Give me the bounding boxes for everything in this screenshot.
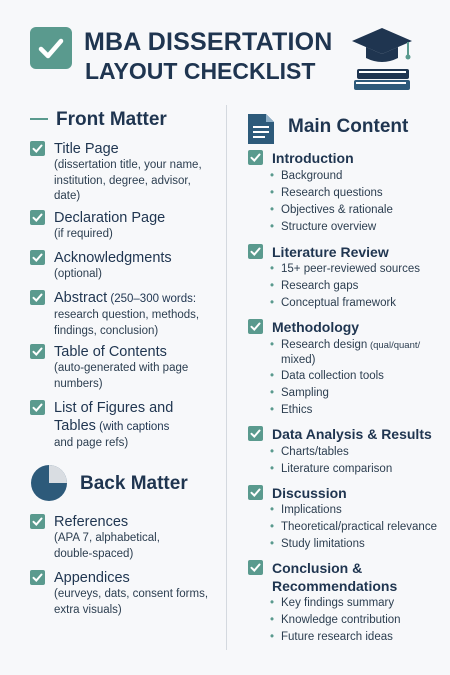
item-title: Abstract (54, 290, 108, 306)
checkbox-icon (30, 290, 45, 305)
checkmark-logo-icon (30, 27, 72, 69)
checklist-item (30, 249, 172, 283)
item-desc: (eurveys, dats, consent forms, (54, 588, 209, 600)
item-desc: (optional) (54, 268, 102, 280)
header (0, 0, 450, 100)
checkbox-icon (30, 344, 45, 359)
list-item: • Structure overview (281, 220, 376, 235)
checkbox-icon (30, 400, 45, 415)
checklist-item (248, 243, 389, 261)
item-desc: research question, methods, (54, 309, 200, 321)
list-item: • Background (281, 169, 342, 184)
item-title: Introduction (272, 150, 354, 166)
checklist-item (248, 484, 347, 502)
list-item: • Theoretical/practical relevance (281, 520, 437, 535)
item-title: Tables (54, 418, 96, 434)
item-title: Title Page (54, 141, 119, 157)
item-desc: (auto-generated with page (54, 362, 189, 374)
checklist-item (248, 318, 359, 336)
list-item-text: Research design (281, 339, 368, 351)
list-item: • Ethics (281, 403, 312, 418)
list-item (281, 338, 420, 353)
item-desc: and page refs) (54, 437, 129, 449)
list-item: • Sampling (281, 386, 329, 401)
title-line-1: MBA DISSERTATION (84, 28, 333, 56)
item-title: Conclusion & (272, 560, 363, 576)
item-desc: double-spaced) (54, 547, 134, 560)
item-title: Discussion (272, 485, 347, 501)
item-desc: institution, degree, advisor, (54, 174, 191, 187)
checklist-item (248, 425, 432, 443)
item-title: Table of Contents (54, 344, 167, 360)
checklist-item (248, 149, 354, 167)
item-desc: (dissertation title, your name, (54, 159, 202, 171)
checkbox-icon (30, 570, 45, 585)
list-item: • Key findings summary (281, 596, 394, 611)
checkbox-icon (248, 150, 263, 165)
item-desc: date) (54, 190, 81, 202)
item-desc: (250–300 words: (107, 293, 197, 305)
list-item: • Objectives & rationale (281, 203, 393, 218)
list-item: • Data collection tools (281, 369, 384, 384)
list-item: • Charts/tables (281, 445, 349, 460)
list-item: • Conceptual framework (281, 296, 396, 311)
title-line-2: LAYOUT CHECKLIST (85, 58, 316, 84)
list-item: • Implications (281, 503, 342, 518)
checkbox-icon (30, 210, 45, 225)
column-divider (226, 105, 227, 650)
item-title: Methodology (272, 319, 360, 335)
page-title (84, 28, 333, 86)
checklist-item (30, 343, 188, 392)
item-desc: (if required) (54, 228, 113, 240)
item-title: Data Analysis & Results (272, 426, 432, 442)
item-title: Appendices (54, 570, 130, 586)
item-desc: numbers) (54, 377, 103, 390)
checklist-item (30, 513, 160, 562)
checklist-item (30, 569, 208, 618)
checklist-item (30, 209, 165, 243)
checklist-item (30, 289, 199, 339)
item-desc: extra visuals) (54, 603, 122, 616)
checklist-item (30, 140, 202, 205)
list-item: • Literature comparison (281, 462, 392, 477)
main-content-title: Main Content (288, 116, 409, 137)
checkbox-icon (248, 319, 263, 334)
checkbox-icon (248, 426, 263, 441)
list-item: • Research questions (281, 186, 383, 201)
list-item: • Future research ideas (281, 630, 393, 645)
checkbox-icon (30, 514, 45, 529)
checkbox-icon (248, 244, 263, 259)
item-title: References (54, 514, 129, 530)
document-icon (246, 112, 276, 151)
item-title: List of Figures and (54, 400, 174, 416)
list-item: • Knowledge contribution (281, 613, 401, 628)
list-item-continuation: mixed) (281, 354, 316, 366)
item-title: Declaration Page (54, 210, 166, 226)
graduation-cap-books-icon (350, 24, 414, 94)
front-matter-title: Front Matter (56, 109, 167, 130)
checkbox-icon (248, 560, 263, 575)
pie-chart-icon (30, 464, 68, 507)
list-item: • 15+ peer-reviewed sources (281, 262, 420, 277)
dash-icon (30, 118, 48, 120)
checkbox-icon (30, 141, 45, 156)
list-item-note: (qual/quant/ (367, 340, 421, 351)
item-title: Literature Review (272, 244, 389, 260)
item-desc: (APA 7, alphabetical, (54, 532, 160, 544)
list-item: • Study limitations (281, 537, 365, 552)
checkbox-icon (248, 485, 263, 500)
back-matter-title: Back Matter (80, 473, 188, 494)
checklist-item (248, 559, 397, 595)
item-desc: (with captions (95, 421, 170, 433)
item-desc: findings, conclusion) (54, 324, 159, 337)
list-item: • Research gaps (281, 279, 358, 294)
checkbox-icon (30, 250, 45, 265)
item-title: Recommendations (272, 578, 398, 594)
checklist-item (30, 399, 173, 452)
item-title: Acknowledgments (54, 250, 172, 266)
